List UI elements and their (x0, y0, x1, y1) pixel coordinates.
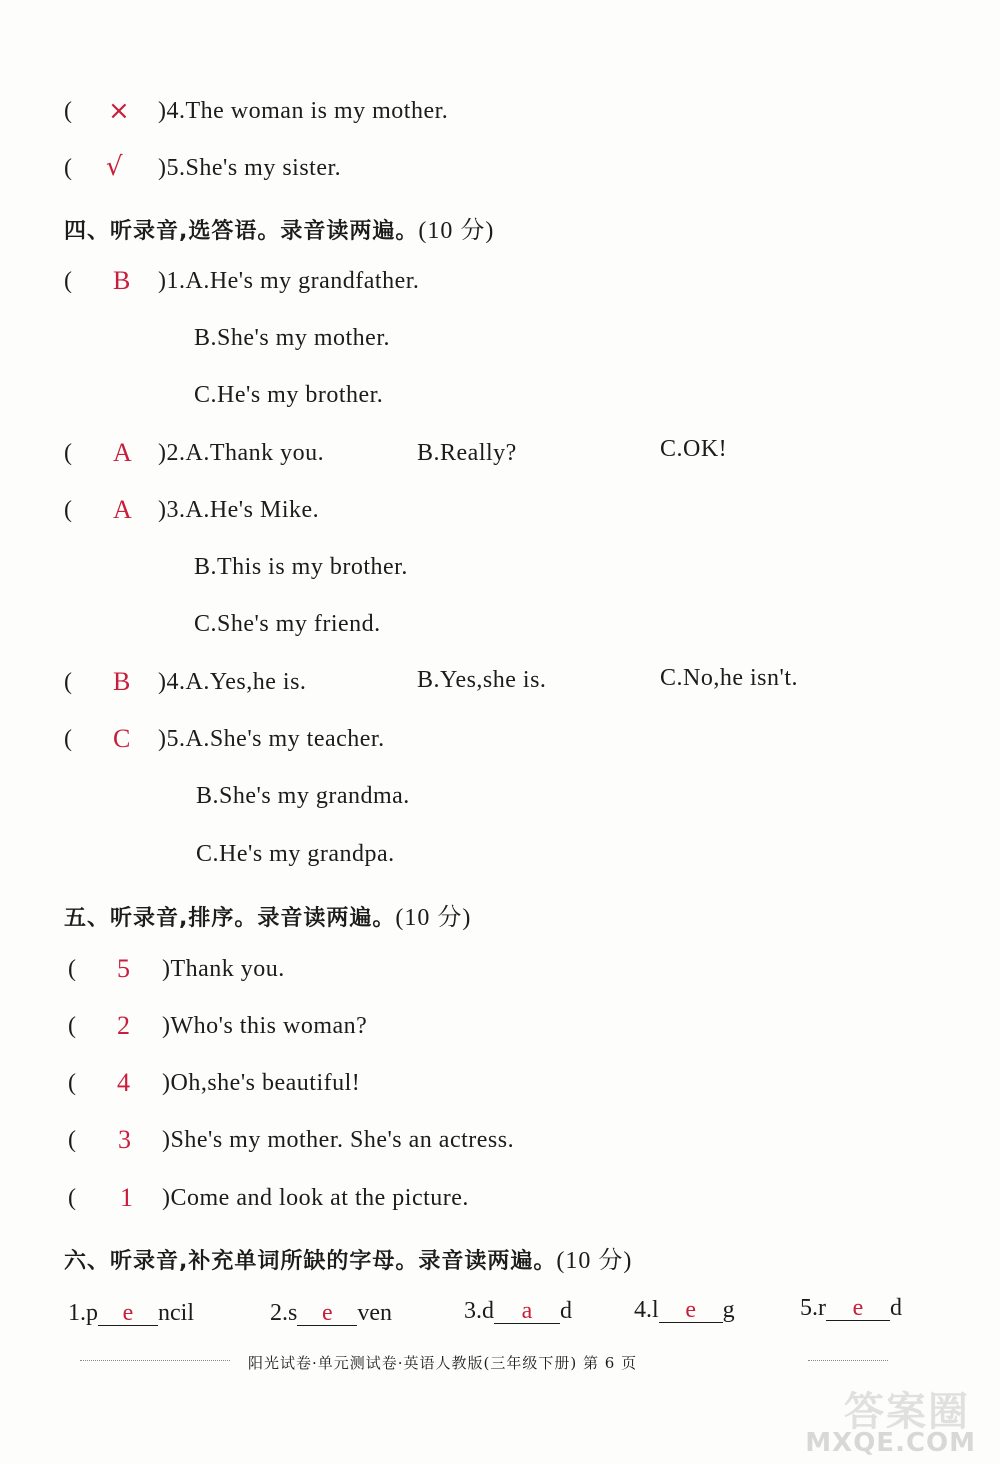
paren: ( (68, 1185, 77, 1211)
option-b: B.This is my brother. (194, 554, 408, 580)
answer: 2 (117, 1011, 130, 1040)
sentence: )Come and look at the picture. (162, 1185, 469, 1211)
sentence: )She's my mother. She's an actress. (162, 1127, 515, 1153)
option-b: B.Yes,she is. (417, 667, 547, 693)
paren: ( (64, 726, 73, 752)
answer-mark: × (108, 96, 130, 126)
option-a: )4.A.Yes,he is. (158, 669, 307, 695)
blank-answer[interactable]: e (297, 1301, 357, 1326)
watermark-logo: 答案圈 (844, 1389, 970, 1435)
paren: ( (64, 440, 73, 466)
word-blank-2: 2.s e ven (270, 1300, 392, 1326)
option-b: B.Really? (417, 440, 517, 466)
answer: 3 (118, 1125, 131, 1154)
blank-answer[interactable]: e (826, 1296, 890, 1321)
answer-mark: √ (106, 152, 123, 182)
answer: B (113, 667, 131, 696)
answer: C (113, 724, 131, 753)
answer: 5 (117, 954, 130, 983)
question-text: )4.The woman is my mother. (158, 98, 449, 124)
word-blank-3: 3.d a d (464, 1298, 572, 1324)
paren: ( (64, 98, 73, 124)
option-a: )1.A.He's my grandfather. (158, 268, 420, 294)
option-c: C.No,he isn't. (660, 665, 798, 691)
paren: ( (68, 1070, 77, 1096)
word-blank-5: 5.r e d (800, 1295, 902, 1321)
paren: ( (64, 669, 73, 695)
option-c: C.He's my grandpa. (196, 841, 395, 867)
answer: B (113, 266, 131, 295)
blank-answer[interactable]: e (98, 1301, 158, 1326)
option-a: )5.A.She's my teacher. (158, 726, 385, 752)
sentence: )Who's this woman? (162, 1013, 368, 1039)
watermark-url: MXQE.COM (805, 1428, 976, 1458)
section-heading-6: 六、听录音,补充单词所缺的字母。录音读两遍。(10 分) (64, 1248, 633, 1274)
option-c: C.He's my brother. (194, 382, 384, 408)
blank-answer[interactable]: e (659, 1298, 723, 1323)
paren: ( (64, 497, 73, 523)
paren: ( (68, 1127, 77, 1153)
paren: ( (64, 155, 73, 181)
question-text: )5.She's my sister. (158, 155, 342, 181)
blank-answer[interactable]: a (494, 1299, 560, 1324)
paren: ( (68, 956, 77, 982)
word-blank-4: 4.l e g (634, 1297, 735, 1323)
answer: A (113, 438, 132, 467)
paren: ( (68, 1013, 77, 1039)
section-heading-5: 五、听录音,排序。录音读两遍。(10 分) (64, 905, 472, 931)
answer: 1 (120, 1183, 133, 1212)
footer-divider-left (80, 1360, 230, 1361)
section-heading-4: 四、听录音,选答语。录音读两遍。(10 分) (64, 218, 495, 244)
footer-divider-right (808, 1360, 888, 1361)
sentence: )Oh,she's beautiful! (162, 1070, 361, 1096)
answer: A (113, 495, 132, 524)
sentence: )Thank you. (162, 956, 285, 982)
option-b: B.She's my grandma. (196, 783, 410, 809)
word-blank-1: 1.p e ncil (68, 1300, 194, 1326)
option-a: )3.A.He's Mike. (158, 497, 320, 523)
option-c: C.OK! (660, 436, 728, 462)
option-c: C.She's my friend. (194, 611, 381, 637)
page-footer: 阳光试卷·单元测试卷·英语人教版(三年级下册) 第 6 页 (248, 1354, 638, 1372)
option-b: B.She's my mother. (194, 325, 390, 351)
paren: ( (64, 268, 73, 294)
answer: 4 (117, 1068, 130, 1097)
option-a: )2.A.Thank you. (158, 440, 325, 466)
